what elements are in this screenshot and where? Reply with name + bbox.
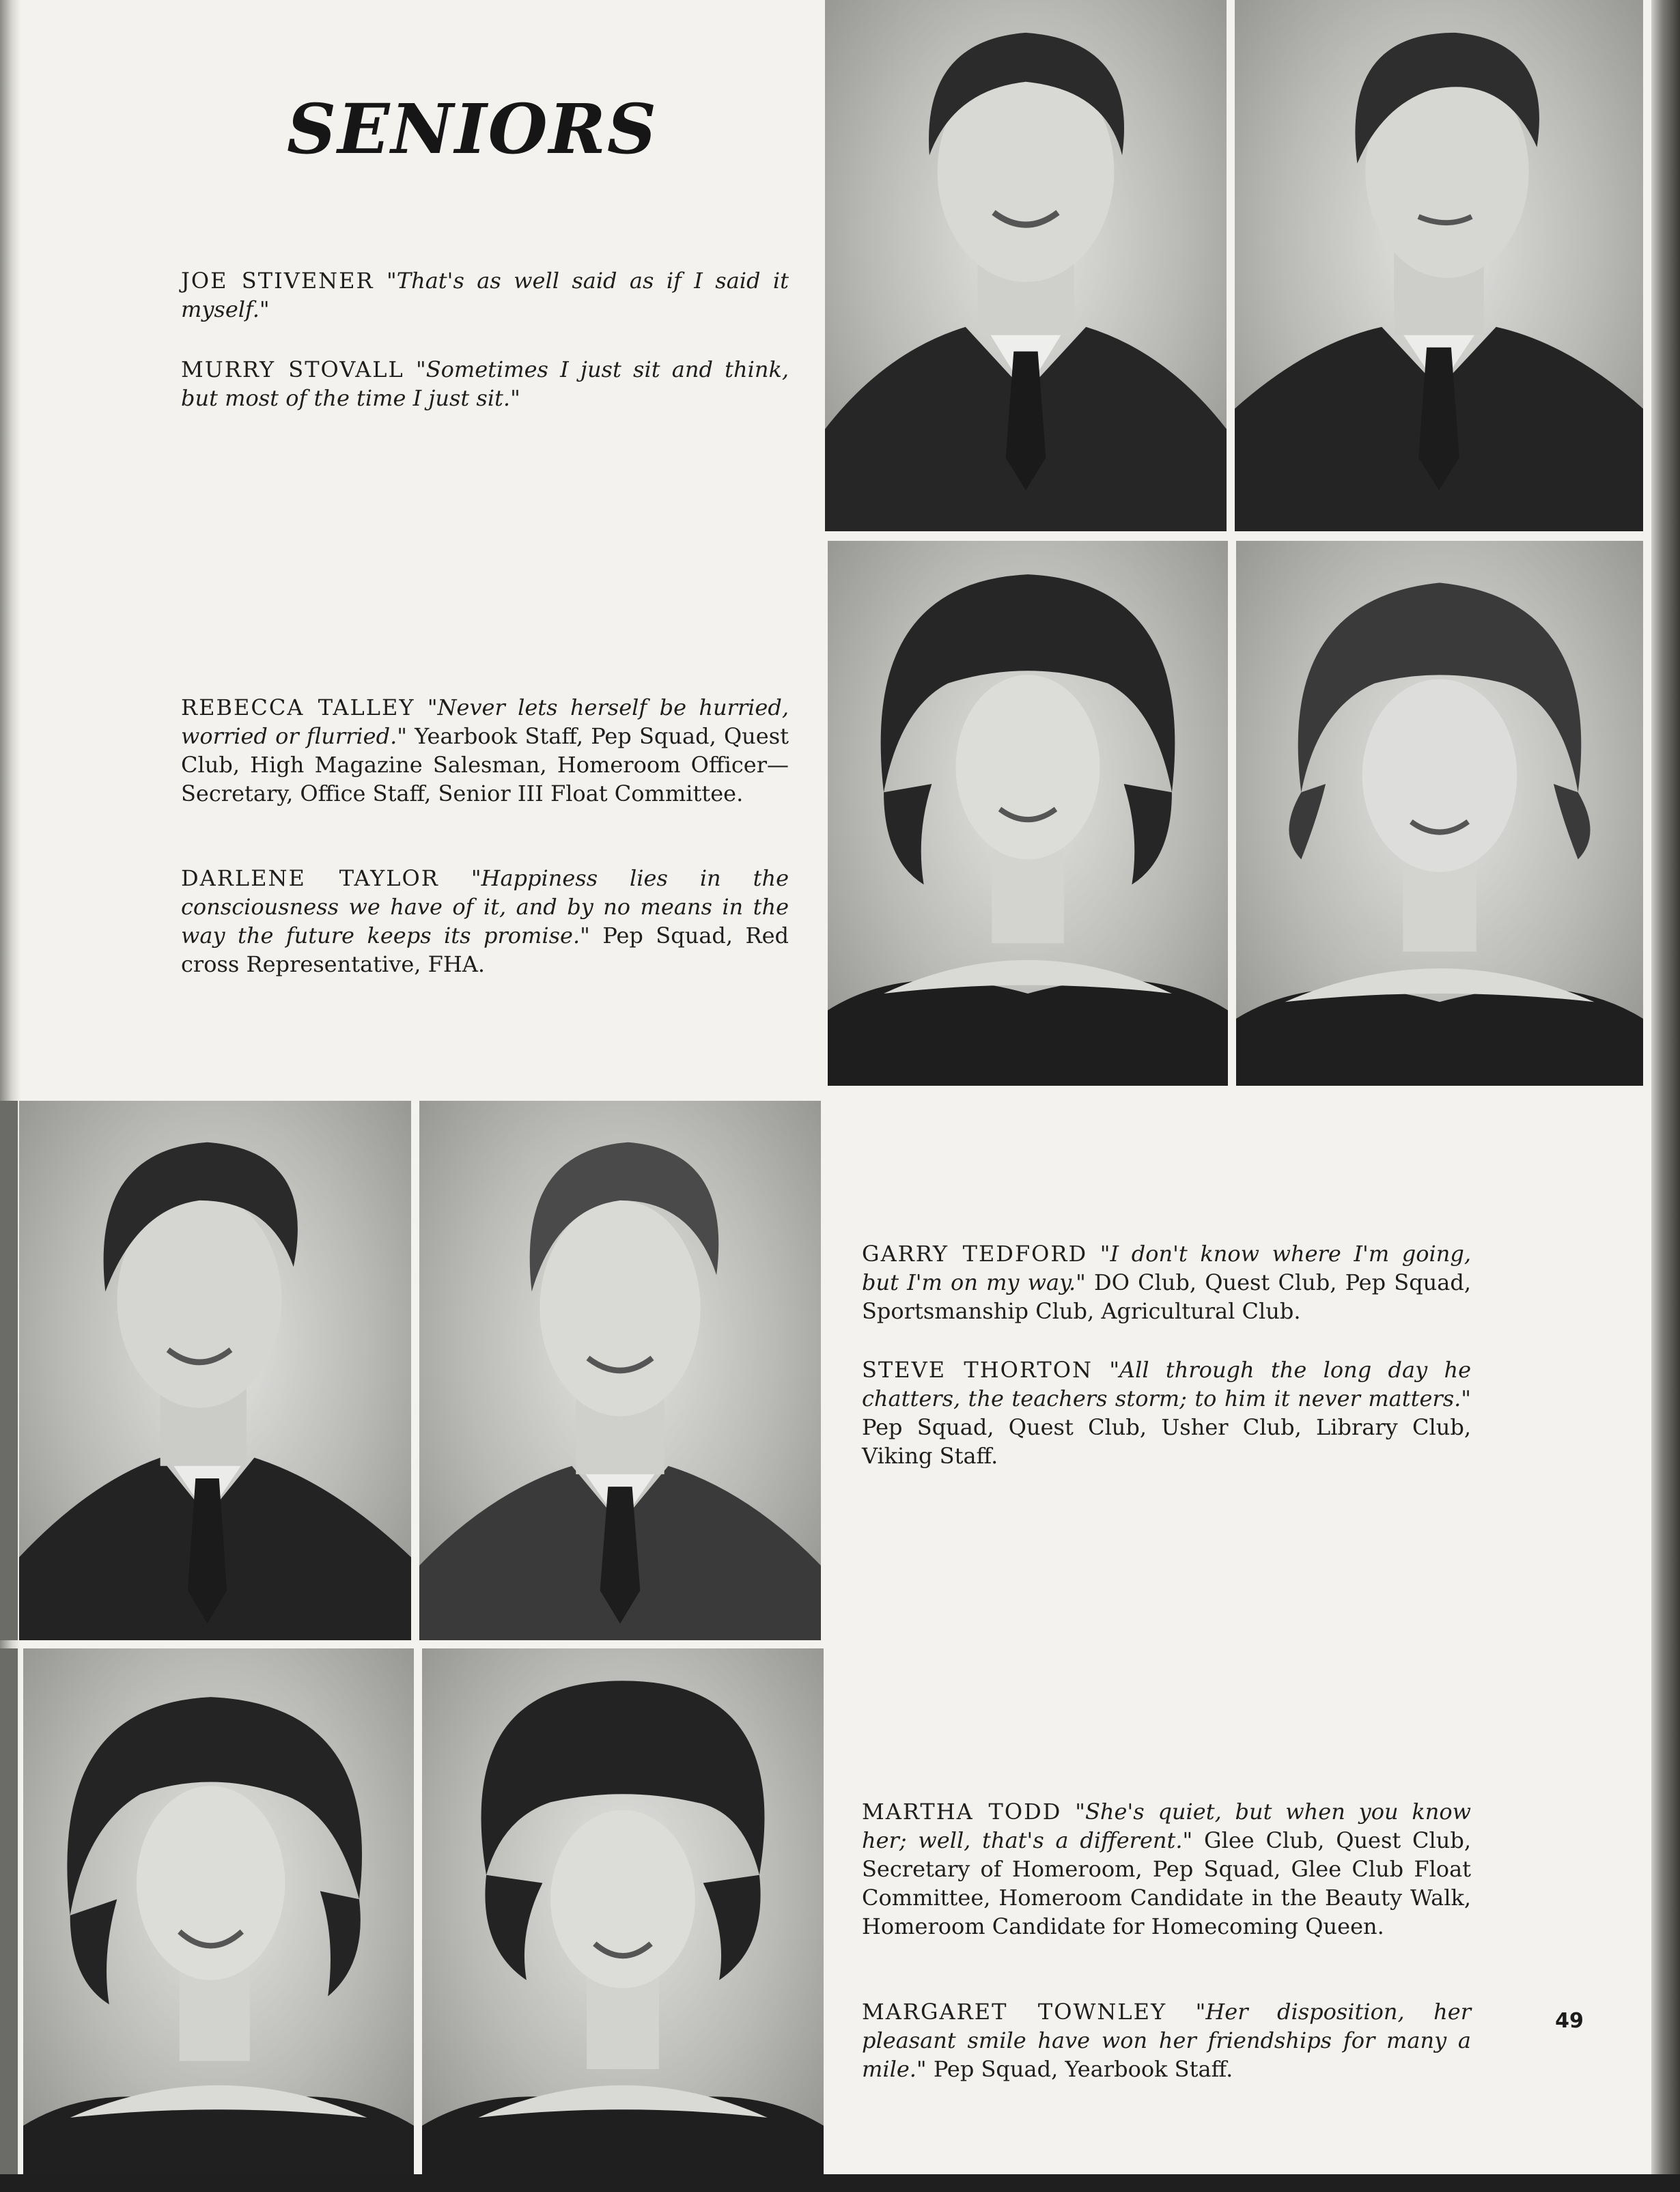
entry-name: MURRY STOVALL — [181, 356, 404, 382]
entry-name: MARTHA TODD — [862, 1799, 1062, 1825]
portrait-photo-martha-todd — [23, 1648, 414, 2174]
entry-activities: DO Club, Quest Club, Pep Squad, Sportsmanship Club, Agricultural Club. — [862, 1269, 1472, 1324]
entry-quote: "Sometimes I just sit and think, but most of the time I just sit." — [181, 356, 789, 411]
entry-joe-stivener — [181, 266, 789, 324]
portrait-photo-rebecca-talley — [828, 541, 1228, 1086]
entry-darlene-taylor — [181, 864, 789, 979]
entry-rebecca-talley — [181, 693, 789, 808]
scan-bottom-edge — [0, 2174, 1680, 2192]
entry-quote: "That's as well said as if I said it myself." — [181, 268, 789, 322]
entry-quote: "Happiness lies in the consciousness we have of it, and by no means in the way the future keeps its promise." — [181, 865, 789, 949]
entry-martha-todd — [862, 1797, 1471, 1941]
portrait-photo-garry-tedford — [19, 1101, 411, 1640]
entry-garry-tedford — [862, 1239, 1471, 1325]
entry-margaret-townley — [862, 1997, 1471, 2083]
portrait-photo-joe-stivener — [825, 0, 1227, 531]
entry-activities: Pep Squad, Quest Club, Usher Club, Library Club, Viking Staff. — [862, 1414, 1471, 1469]
entry-name: JOE STIVENER — [181, 268, 374, 294]
portrait-photo-steve-thorton — [419, 1101, 821, 1640]
entry-quote: "I don't know where I'm going, but I'm on my way." — [862, 1241, 1472, 1295]
entry-quote: "She's quiet, but when you know her; well, that's a different." — [862, 1799, 1472, 1853]
entry-activities: Glee Club, Quest Club, Secretary of Homeroom, Pep Squad, Glee Club Float Committee, Homeroom Candidate in the Beauty Walk, Homeroom Candidate for Homecoming Queen. — [862, 1827, 1472, 1939]
adjacent-photo-edge — [0, 1101, 18, 1640]
entry-quote: "Never lets herself be hurried, worried or flurried." — [181, 694, 789, 749]
portrait-photo-murry-stovall — [1235, 0, 1643, 531]
entry-quote: "All through the long day he chatters, the teachers storm; to him it never matters." — [862, 1357, 1472, 1411]
entry-activities: Pep Squad, Yearbook Staff. — [933, 2056, 1233, 2082]
entry-activities: Pep Squad, Red cross Representative, FHA. — [181, 923, 789, 977]
entry-steve-thorton — [862, 1355, 1471, 1470]
entry-name: STEVE THORTON — [862, 1357, 1093, 1383]
entry-name: GARRY TEDFORD — [862, 1241, 1088, 1267]
entry-quote: "Her disposition, her pleasant smile have won her friendships for many a mile." — [862, 1999, 1472, 2082]
entry-name: DARLENE TAYLOR — [181, 865, 439, 891]
portrait-photo-darlene-taylor — [1236, 541, 1643, 1086]
entry-name: MARGARET TOWNLEY — [862, 1999, 1167, 2025]
page-title: SENIORS — [287, 89, 658, 169]
entry-activities: Yearbook Staff, Pep Squad, Quest Club, High Magazine Salesman, Homeroom Officer—Secretary, Office Staff, Senior III Float Committee. — [181, 723, 789, 806]
page-edge — [1651, 0, 1680, 2192]
portrait-photo-margaret-townley — [422, 1648, 824, 2174]
adjacent-photo-edge — [0, 1648, 18, 2174]
entry-name: REBECCA TALLEY — [181, 694, 415, 720]
entry-murry-stovall — [181, 355, 789, 412]
page-number: 49 — [1555, 2009, 1584, 2033]
